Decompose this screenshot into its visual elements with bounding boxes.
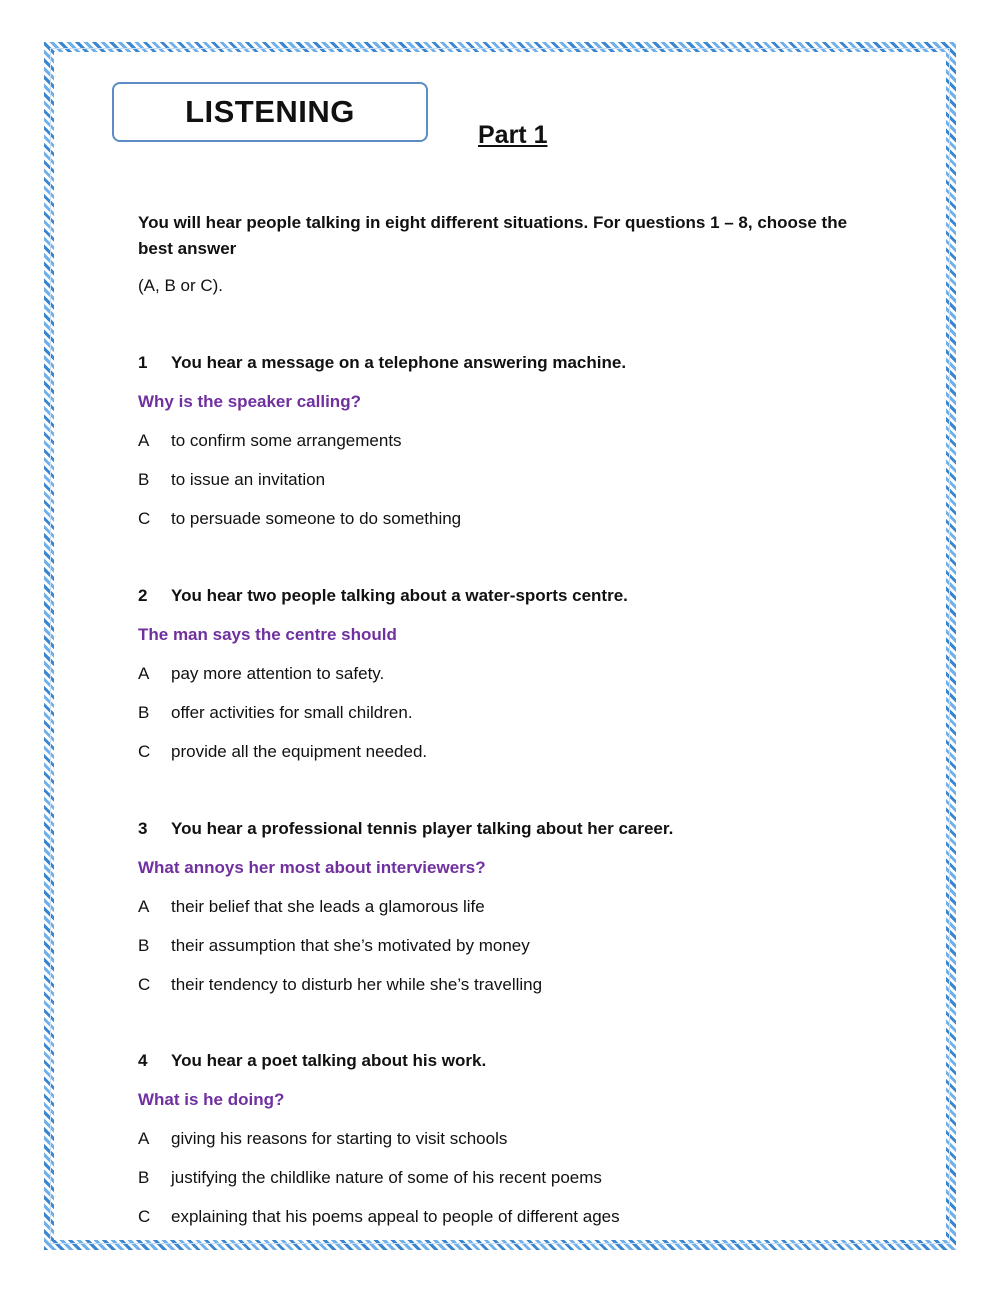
page-title: LISTENING — [185, 94, 355, 129]
listening-title-box — [112, 82, 428, 142]
question-number: 1 — [138, 353, 148, 372]
question-prompt: What is he doing? — [138, 1090, 285, 1109]
option-text: to confirm some arrangements — [171, 431, 402, 450]
question-stem-text: You hear two people talking about a water-sports centre. — [171, 586, 628, 605]
option-text: explaining that his poems appeal to people of different ages — [171, 1207, 620, 1226]
question-prompt: Why is the speaker calling? — [138, 392, 361, 411]
option-text: pay more attention to safety. — [171, 664, 385, 683]
option-text: justifying the childlike nature of some of his recent poems — [171, 1168, 602, 1187]
option-letter: B — [138, 936, 150, 955]
option-letter: C — [138, 975, 151, 994]
option-c[interactable] — [138, 742, 898, 781]
question-stem — [138, 819, 898, 858]
question-number: 3 — [138, 819, 148, 838]
question-stem — [138, 353, 898, 392]
option-letter: B — [138, 470, 150, 489]
question-prompt: What annoys her most about interviewers? — [138, 858, 486, 877]
option-text: provide all the equipment needed. — [171, 742, 428, 761]
question-stem — [138, 1051, 898, 1090]
option-a[interactable] — [138, 1129, 898, 1168]
question-3 — [138, 819, 898, 1014]
option-b[interactable] — [138, 936, 898, 975]
option-letter: A — [138, 431, 150, 450]
option-c[interactable] — [138, 975, 898, 1014]
option-text: offer activities for small children. — [171, 703, 413, 722]
option-letter: C — [138, 509, 151, 528]
option-text: their assumption that she’s motivated by money — [171, 936, 530, 955]
question-4 — [138, 1051, 898, 1246]
option-text: giving his reasons for starting to visit schools — [171, 1129, 508, 1148]
option-letter: A — [138, 1129, 150, 1148]
option-a[interactable] — [138, 664, 898, 703]
option-letter: B — [138, 1168, 150, 1187]
option-b[interactable] — [138, 470, 898, 509]
question-2 — [138, 586, 898, 781]
question-stem-text: You hear a professional tennis player talking about her career. — [171, 819, 674, 838]
option-letter: A — [138, 897, 150, 916]
question-prompt: The man says the centre should — [138, 625, 397, 644]
option-b[interactable] — [138, 703, 898, 742]
option-c[interactable] — [138, 509, 898, 548]
option-a[interactable] — [138, 897, 898, 936]
option-b[interactable] — [138, 1168, 898, 1207]
option-a[interactable] — [138, 431, 898, 470]
option-text: their belief that she leads a glamorous life — [171, 897, 485, 916]
option-c[interactable] — [138, 1207, 898, 1246]
option-text: their tendency to disturb her while she’s travelling — [171, 975, 543, 994]
question-stem-text: You hear a message on a telephone answering machine. — [171, 353, 627, 372]
instructions-text: You will hear people talking in eight different situations. For questions 1 – 8, choose the best answer — [138, 213, 848, 258]
option-letter: C — [138, 1207, 151, 1226]
option-text: to persuade someone to do something — [171, 509, 462, 528]
option-text: to issue an invitation — [171, 470, 326, 489]
instructions-answer-format: (A, B or C). — [138, 276, 224, 295]
part-heading: Part 1 — [478, 121, 548, 149]
question-number: 2 — [138, 586, 148, 605]
question-stem-text: You hear a poet talking about his work. — [171, 1051, 487, 1070]
option-letter: A — [138, 664, 150, 683]
question-number: 4 — [138, 1051, 148, 1070]
option-letter: C — [138, 742, 151, 761]
question-1 — [138, 353, 898, 548]
question-stem — [138, 586, 898, 625]
option-letter: B — [138, 703, 150, 722]
